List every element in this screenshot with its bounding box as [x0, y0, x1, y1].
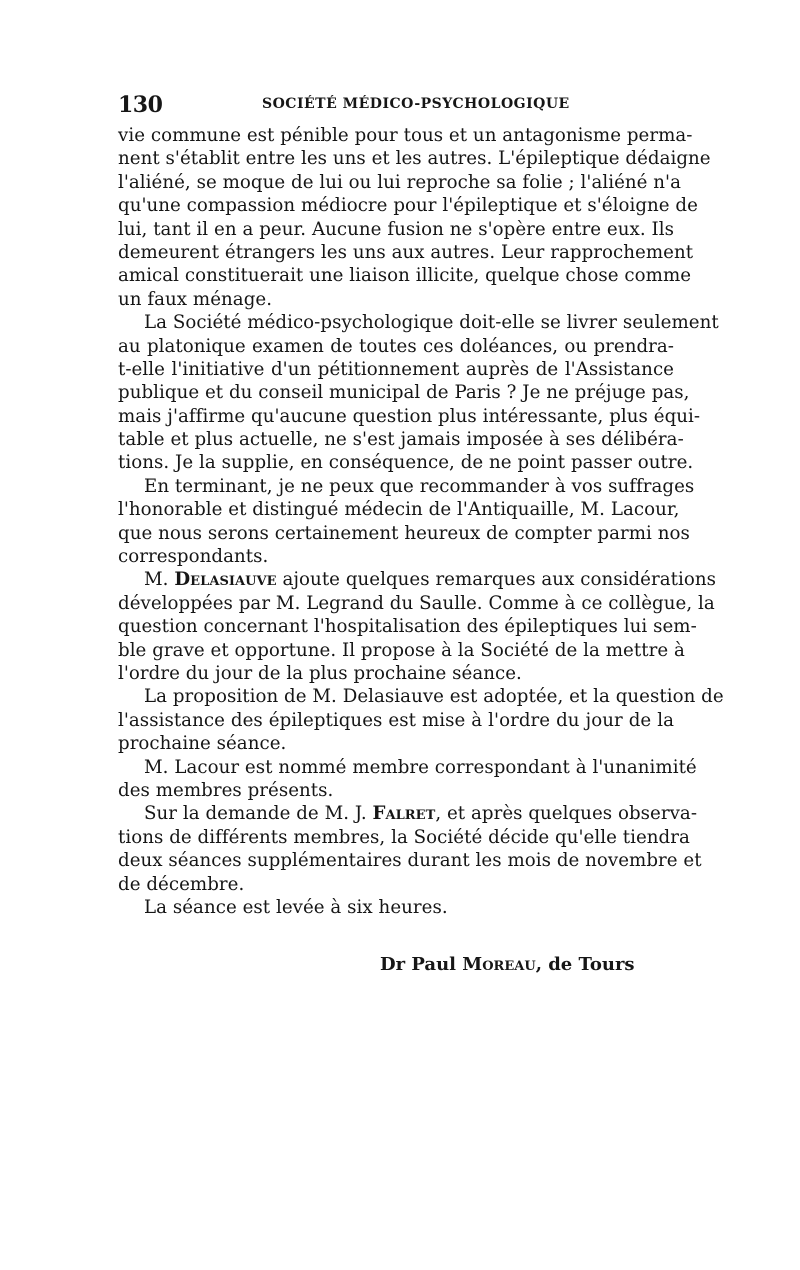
text-line: amical constituerait une liaison illicite, quelque chose comme	[118, 265, 692, 287]
text-line: correspondants.	[118, 546, 269, 568]
text-line: des membres présents.	[118, 779, 334, 801]
paragraph-start-line: En terminant, je ne peux que recommander à vos suffrages	[144, 475, 695, 497]
text-line: l'honorable et distingué médecin de l'Antiquaille, M. Lacour,	[118, 499, 680, 521]
closing-line: La séance est levée à six heures.	[144, 896, 448, 918]
signature-first-name: Paul	[411, 954, 457, 975]
text-line: tions de différents membres, la Société décide qu'elle tiendra	[118, 826, 690, 848]
paragraph-start-line: La proposition de M. Delasiauve est adoptée, et la question de	[144, 686, 724, 708]
body-text	[118, 124, 724, 919]
text-run: Sur la demande de M. J.	[144, 803, 373, 825]
text-line: t-elle l'initiative d'un pétitionnement auprès de l'Assistance	[118, 358, 674, 380]
paragraph-start-line: M. Lacour est nommé membre correspondant à l'unanimité	[144, 756, 697, 778]
text-line: lui, tant il en a peur. Aucune fusion ne s'opère entre eux. Ils	[118, 218, 674, 240]
page-header	[118, 92, 674, 118]
text-line: l'ordre du jour de la plus prochaine séance.	[118, 662, 522, 684]
paragraph-start-line: La Société médico-psychologique doit-elle se livrer seulement	[144, 312, 719, 334]
page-number: 130	[118, 92, 163, 118]
text-line: table et plus actuelle, ne s'est jamais imposée à ses délibéra-	[118, 429, 684, 451]
signature-suffix: , de Tours	[535, 954, 635, 975]
speaker-name-delasiauve: Delasiauve	[174, 569, 277, 591]
text-line: ble grave et opportune. Il propose à la Société de la mettre à	[118, 639, 685, 661]
text-line: l'aliéné, se moque de lui ou lui reproche sa folie ; l'aliéné n'a	[118, 171, 681, 193]
paragraph-start-line	[118, 802, 698, 825]
running-title: SOCIÉTÉ MÉDICO-PSYCHOLOGIQUE	[262, 96, 570, 112]
text-run: M.	[144, 569, 175, 591]
text-line: un faux ménage.	[118, 288, 273, 310]
text-line: publique et du conseil municipal de Paris ? Je ne préjuge pas,	[118, 382, 690, 404]
text-line: prochaine séance.	[118, 733, 287, 755]
paragraph-start-line	[118, 568, 716, 591]
signature	[380, 954, 635, 975]
text-run: ajoute quelques remarques aux considérations	[276, 569, 716, 591]
text-line: développées par M. Legrand du Saulle. Comme à ce collègue, la	[118, 592, 715, 614]
text-line: question concernant l'hospitalisation des épileptiques lui sem-	[118, 616, 697, 638]
text-line: demeurent étrangers les uns aux autres. Leur rapprochement	[118, 241, 694, 263]
signature-title: Dr	[380, 954, 406, 975]
speaker-name-falret: Falret	[372, 803, 436, 825]
text-line: de décembre.	[118, 873, 245, 895]
text-line: tions. Je la supplie, en conséquence, de ne point passer outre.	[118, 452, 694, 474]
text-line: deux séances supplémentaires durant les mois de novembre et	[118, 850, 702, 872]
signature-surname: Moreau	[462, 954, 536, 975]
text-line: l'assistance des épileptiques est mise à l'ordre du jour de la	[118, 709, 674, 731]
text-line: que nous serons certainement heureux de compter parmi nos	[118, 522, 690, 544]
text-line: qu'une compassion médiocre pour l'épileptique et s'éloigne de	[118, 195, 698, 217]
text-line: mais j'affirme qu'aucune question plus intéressante, plus équi-	[118, 405, 701, 427]
text-line: vie commune est pénible pour tous et un antagonisme perma-	[118, 125, 693, 146]
text-line: au platonique examen de toutes ces doléances, ou prendra-	[118, 335, 674, 357]
text-run: , et après quelques observa-	[435, 803, 698, 825]
text-line: nent s'établit entre les uns et les autres. L'épileptique dédaigne	[118, 148, 711, 170]
